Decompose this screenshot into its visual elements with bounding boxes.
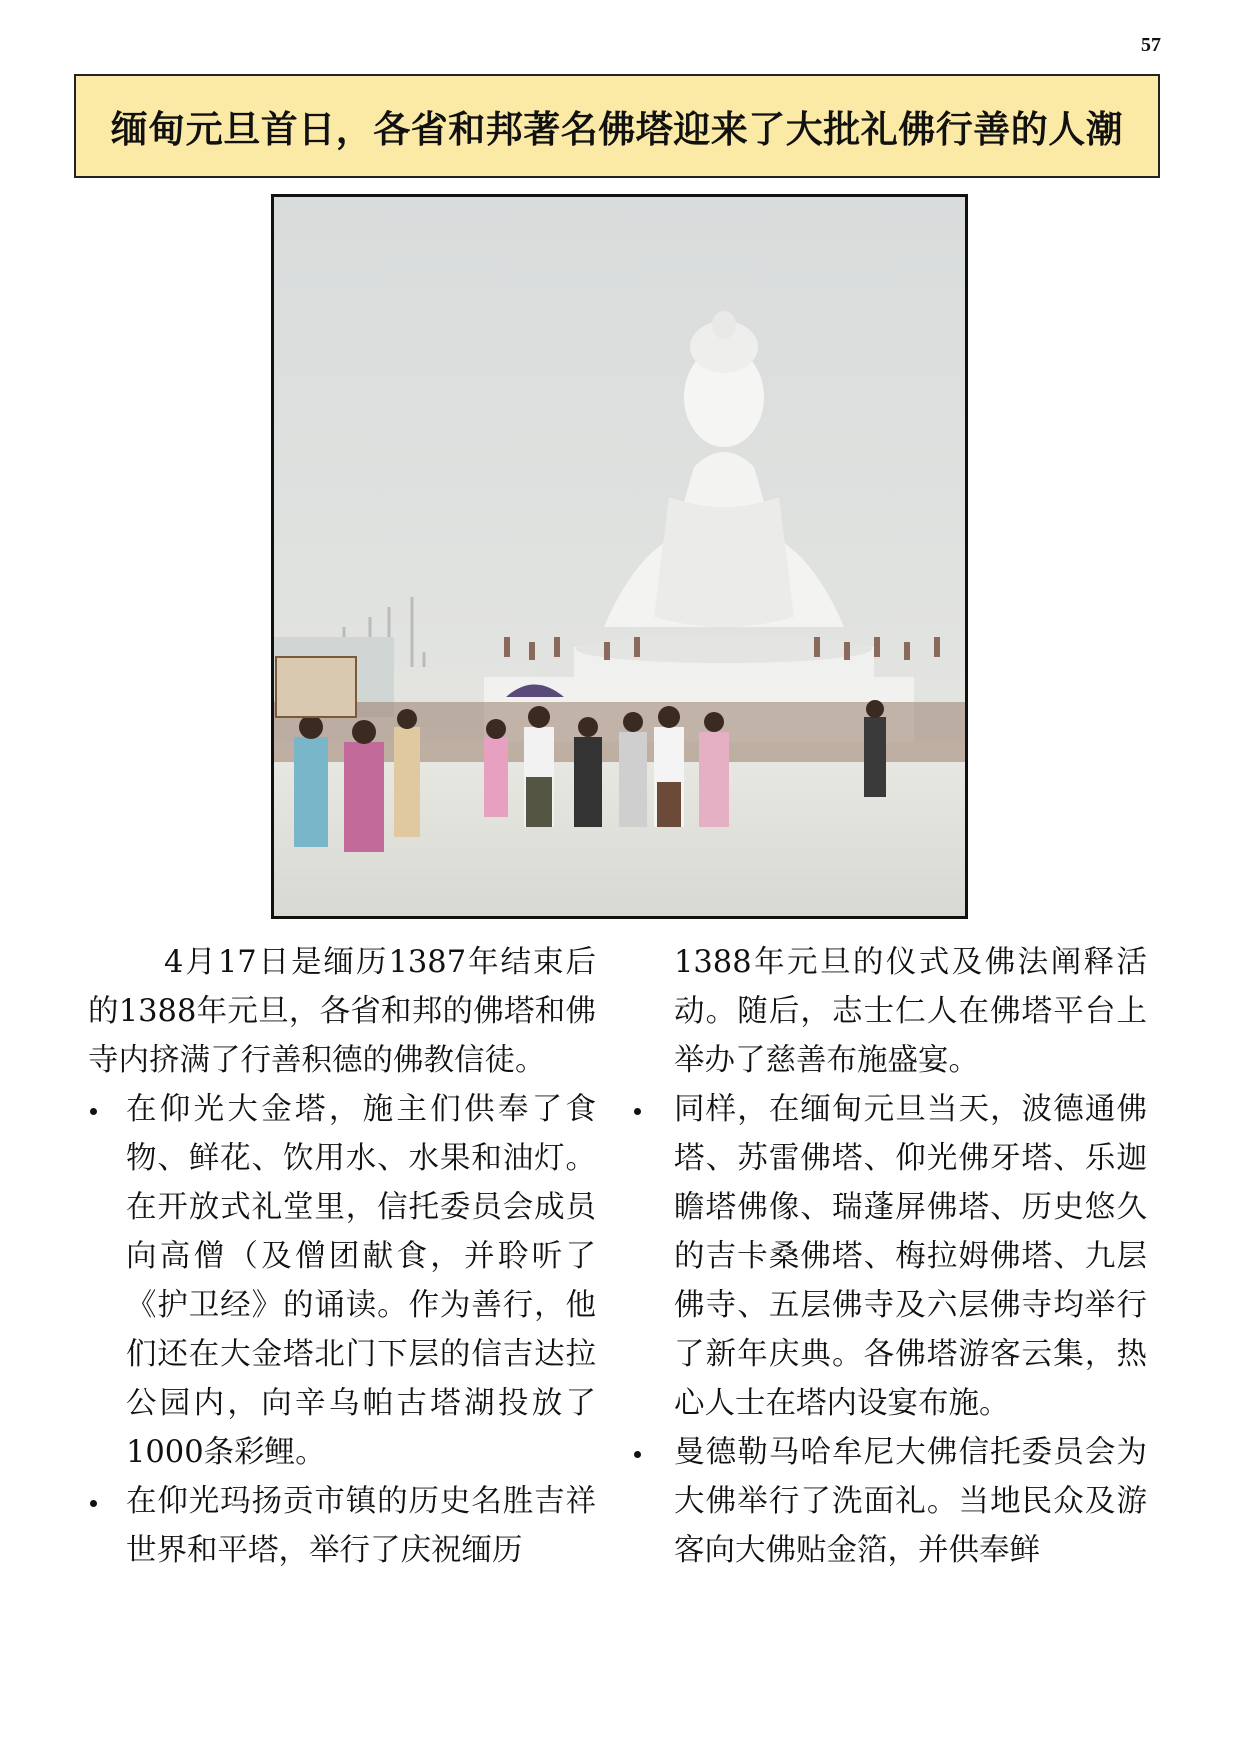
list-item-text: 曼德勒马哈牟尼大佛信托委员会为大佛举行了洗面礼。当地民众及游客向大佛贴金箔，并供奉鲜 — [674, 1435, 1147, 1568]
page-number: 57 — [1141, 34, 1161, 56]
list-item — [88, 1477, 596, 1575]
list-item-text: 在仰光玛扬贡市镇的历史名胜吉祥世界和平塔，举行了庆祝缅历 — [126, 1484, 596, 1568]
intro-paragraph: 4月17日是缅历1387年结束后的1388年元旦，各省和邦的佛塔和佛寺内挤满了行善积德的佛教信徒。 — [88, 945, 596, 1078]
list-item-text: 在仰光大金塔，施主们供奉了食物、鲜花、饮用水、水果和油灯。在开放式礼堂里，信托委员会成员向高僧（及僧团献食，并聆听了《护卫经》的诵读。作为善行，他们还在大金塔北门下层的信吉达拉公园内，向辛乌帕古塔湖投放了1000条彩鲤。 — [126, 1092, 596, 1470]
left-bullet-list — [88, 1085, 596, 1575]
list-item — [632, 1085, 1147, 1428]
buddha-statue-photo — [274, 197, 965, 916]
right-column — [632, 938, 1147, 1575]
bullet-icon — [634, 1108, 641, 1115]
bullet-icon — [90, 1108, 97, 1115]
title-banner — [74, 74, 1160, 178]
list-item — [632, 1428, 1147, 1575]
list-item-text: 同样，在缅甸元旦当天，波德通佛塔、苏雷佛塔、仰光佛牙塔、乐迦瞻塔佛像、瑞蓬屏佛塔、历史悠久的吉卡桑佛塔、梅拉姆佛塔、九层佛寺、五层佛寺及六层佛寺均举行了新年庆典。各佛塔游客云集，热心人士在塔内设宴布施。 — [674, 1092, 1147, 1421]
bullet-icon — [90, 1500, 97, 1507]
bullet-icon — [634, 1451, 641, 1458]
page-title: 缅甸元旦首日，各省和邦著名佛塔迎来了大批礼佛行善的人潮 — [110, 108, 1124, 151]
list-item — [88, 1085, 596, 1477]
news-photo — [271, 194, 968, 919]
right-bullet-list — [632, 1085, 1147, 1575]
continuation-paragraph: 1388年元旦的仪式及佛法阐释活动。随后，志士仁人在佛塔平台上举办了慈善布施盛宴。 — [674, 945, 1147, 1078]
left-column — [88, 938, 596, 1575]
